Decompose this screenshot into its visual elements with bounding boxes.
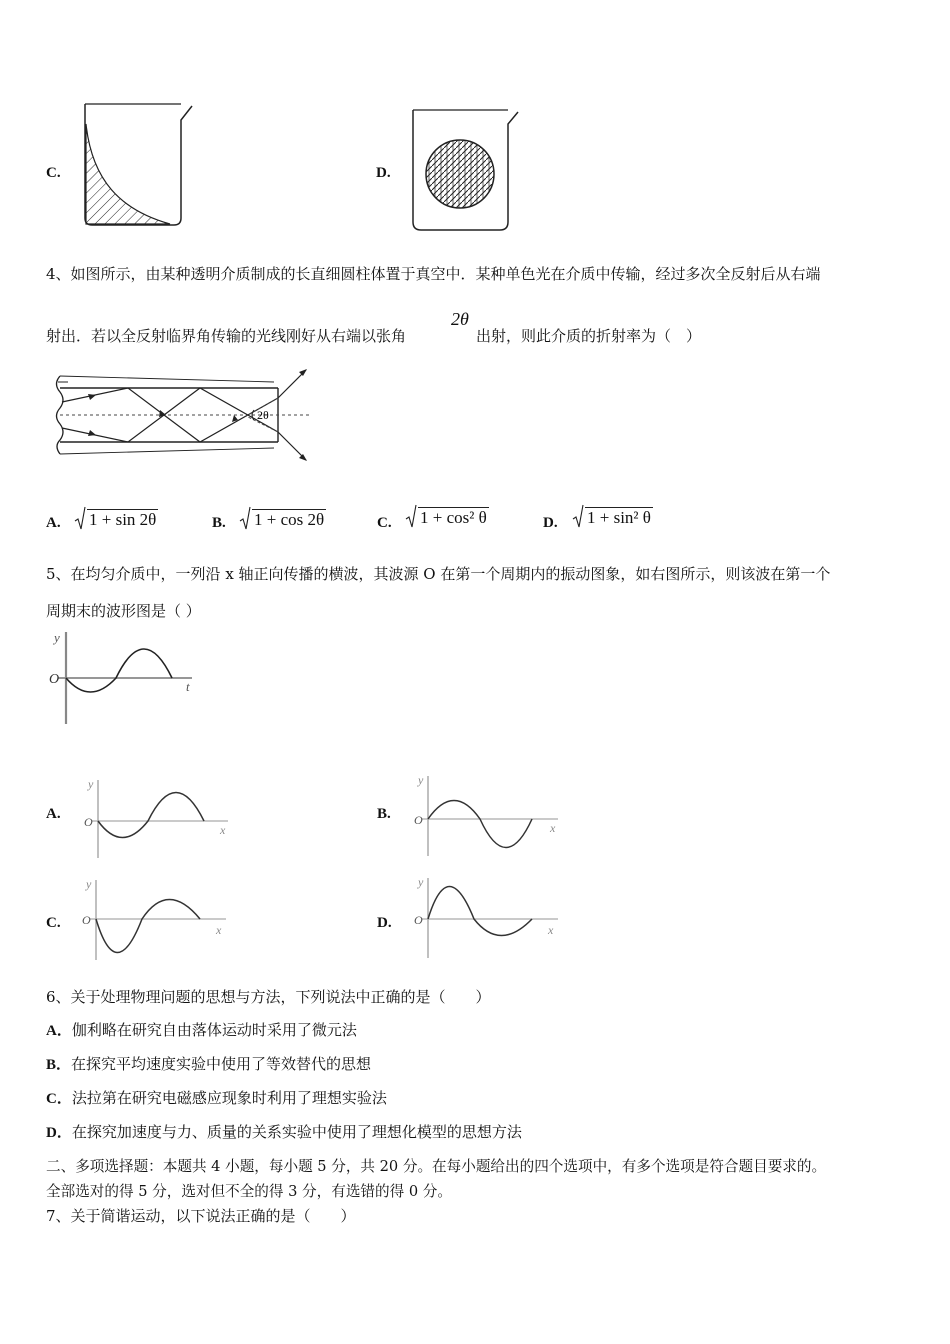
q5-option-b-label: B. bbox=[377, 806, 391, 822]
q6-option-b-label: B． bbox=[46, 1057, 72, 1073]
axis-x-label: x bbox=[550, 821, 556, 835]
q4-stem-line2-part-a: 射出．若以全反射临界角传输的光线刚好从右端以张角 bbox=[46, 327, 407, 345]
q4-option-a-label: A. bbox=[46, 515, 61, 531]
q4-option-d-expr: 1 + sin² θ bbox=[587, 508, 651, 527]
axis-y-label: y bbox=[418, 773, 424, 787]
axis-x-label: x bbox=[220, 823, 226, 837]
axis-origin-label: O bbox=[82, 913, 91, 927]
q4-option-a-expr: 1 + sin 2θ bbox=[89, 510, 157, 529]
q6-option-a-label: A． bbox=[46, 1023, 72, 1039]
q4-option-b-label: B. bbox=[212, 515, 226, 531]
q4-option-c-label: C. bbox=[377, 515, 392, 531]
q6-option-d-label: D． bbox=[46, 1125, 72, 1141]
q5-option-d-graph bbox=[408, 874, 563, 962]
q5-option-b-graph bbox=[408, 772, 563, 860]
q6-option-d bbox=[46, 1121, 522, 1142]
q4-cylinder-figure bbox=[48, 362, 318, 462]
axis-x-label: x bbox=[216, 923, 222, 937]
axis-y-label: y bbox=[418, 875, 424, 889]
q6-option-c bbox=[46, 1087, 387, 1108]
q6-option-b bbox=[46, 1053, 371, 1074]
q5-main-origin-label: O bbox=[49, 672, 60, 687]
axis-x-label: x bbox=[548, 923, 554, 937]
q6-option-c-label: C． bbox=[46, 1091, 72, 1107]
hatched-liquid-region bbox=[86, 124, 170, 224]
q5-main-y-label: y bbox=[54, 630, 60, 645]
axis-origin-label: O bbox=[414, 813, 423, 827]
axis-origin-label: O bbox=[84, 815, 93, 829]
q3-option-d-beaker-figure bbox=[408, 106, 523, 234]
q5-vibration-graph bbox=[44, 628, 204, 728]
q5-stem-line2: 周期末的波形图是（ ） bbox=[46, 602, 201, 620]
q4-stem-line2-part-b: 出射，则此介质的折射率为（ ） bbox=[476, 327, 702, 345]
q3-option-d-label: D. bbox=[376, 165, 391, 181]
q6-option-d-text: 在探究加速度与力、质量的关系实验中使用了理想化模型的思想方法 bbox=[71, 1123, 522, 1141]
q5-stem-line1: 5、在均匀介质中，一列沿 x 轴正向传播的横波，其波源 O 在第一个周期内的振动图象，如右图所示，则该波在第一个 bbox=[46, 565, 831, 583]
section2-instructions-line2: 全部选对的得 5 分，选对但不全的得 3 分，有选错的得 0 分。 bbox=[46, 1183, 452, 1200]
q6-option-c-text: 法拉第在研究电磁感应现象时利用了理想实验法 bbox=[71, 1089, 387, 1107]
q4-option-c-expr: 1 + cos² θ bbox=[420, 508, 487, 527]
axis-y-label: y bbox=[86, 877, 92, 891]
q4-figure-angle-label: 2θ bbox=[257, 408, 269, 422]
q4-stem-angle: 2θ bbox=[451, 309, 469, 329]
q7-stem: 7、关于简谐运动，以下说法正确的是（ ） bbox=[46, 1207, 356, 1225]
q6-option-a-text: 伽利略在研究自由落体运动时采用了微元法 bbox=[71, 1021, 357, 1039]
q5-option-c-graph bbox=[76, 876, 231, 964]
axis-y-label: y bbox=[88, 777, 94, 791]
q3-option-c-label: C. bbox=[46, 165, 61, 181]
q3-option-c-beaker-figure bbox=[80, 100, 195, 232]
q5-option-a-label: A. bbox=[46, 806, 61, 822]
sqrt-icon bbox=[239, 505, 251, 531]
sqrt-icon bbox=[405, 503, 417, 529]
q5-main-t-label: t bbox=[186, 679, 190, 694]
q6-option-b-text: 在探究平均速度实验中使用了等效替代的思想 bbox=[71, 1055, 372, 1073]
q5-option-a-graph bbox=[78, 774, 233, 862]
hatched-ball bbox=[426, 140, 494, 208]
axis-origin-label: O bbox=[414, 913, 423, 927]
q6-stem: 6、关于处理物理问题的思想与方法，下列说法中正确的是（ ） bbox=[46, 988, 491, 1006]
q4-option-b-expr: 1 + cos 2θ bbox=[254, 510, 325, 529]
q6-option-a bbox=[46, 1019, 357, 1040]
q4-option-d-label: D. bbox=[543, 515, 558, 531]
q4-stem-line1: 4、如图所示，由某种透明介质制成的长直细圆柱体置于真空中．某种单色光在介质中传输，经过多次全反射后从右端 bbox=[46, 265, 821, 283]
sqrt-icon bbox=[572, 503, 584, 529]
section2-instructions-line1: 二、多项选择题：本题共 4 小题，每小题 5 分，共 20 分。在每小题给出的四个选项中，有多个选项是符合题目要求的。 bbox=[46, 1158, 827, 1175]
sqrt-icon bbox=[74, 505, 86, 531]
q5-option-d-label: D. bbox=[377, 915, 392, 931]
q5-option-c-label: C. bbox=[46, 915, 61, 931]
